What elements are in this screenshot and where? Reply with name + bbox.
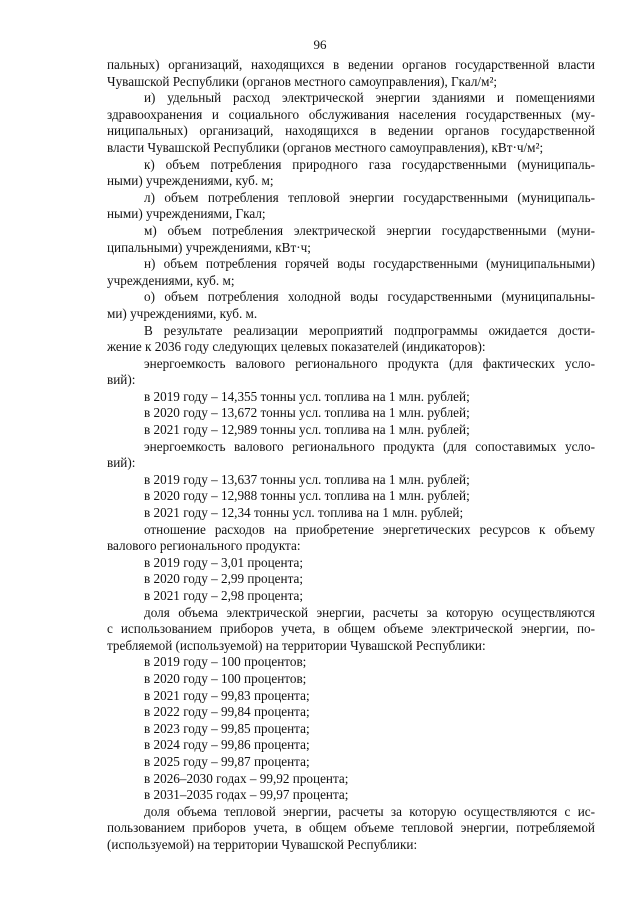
text-line: в 2020 году – 12,988 тонны усл. топлива на 1 млн. рублей; [144,488,470,504]
text-line: в 2021 году – 12,989 тонны усл. топлива на 1 млн. рублей; [144,422,470,438]
text-line: в 2025 году – 99,87 процента; [144,753,310,769]
text-line: в 2024 году – 99,86 процента; [144,737,310,753]
text-line: доля объема тепловой энергии, расчеты за которую осуществляются с ис- [144,803,595,819]
text-line: в 2019 году – 13,637 тонны усл. топлива на 1 млн. рублей; [144,471,470,487]
text-line: и) удельный расход электрической энергии зданиями и помещениями [144,90,595,106]
text-line: в 2020 году – 2,99 процента; [144,571,304,587]
text-line: требляемой (используемой) на территории Чувашской Республики: [107,637,486,653]
text-line: ными) учреждениями, Гкал; [107,206,266,222]
text-line: учреждениями, куб. м; [107,272,235,288]
text-line: о) объем потребления холодной воды государственными (муниципальны- [144,289,595,305]
text-line: м) объем потребления электрической энергии государственными (муни- [144,222,595,238]
text-line: в 2021 году – 99,83 процента; [144,687,310,703]
text-line: вий): [107,372,136,388]
text-line: жение к 2036 году следующих целевых показателей (индикаторов): [107,339,486,355]
text-line: в 2021 году – 12,34 тонны усл. топлива на 1 млн. рублей; [144,505,464,521]
text-line: доля объема электрической энергии, расчеты за которую осуществляются [144,604,595,620]
page-number: 96 [313,37,327,52]
text-line: пользованием приборов учета, в общем объеме тепловой энергии, потребляемой [107,820,595,836]
text-line: с использованием приборов учета, в общем объеме электрической энергии, по- [107,621,595,637]
text-line: ниципальных) организаций, находящихся в ведении органов государственной [107,123,595,139]
text-line: Чувашской Республики (органов местного самоуправления), Гкал/м²; [107,73,498,89]
text-line: в 2020 году – 13,672 тонны усл. топлива на 1 млн. рублей; [144,405,470,421]
text-line: в 2023 году – 99,85 процента; [144,720,310,736]
text-line: в 2020 году – 100 процентов; [144,670,307,686]
text-line: в 2026–2030 годах – 99,92 процента; [144,770,349,786]
text-line: власти Чувашской Республики (органов местного самоуправления), кВт·ч/м²; [107,139,544,155]
text-line: валового регионального продукта: [107,538,301,554]
text-line: В результате реализации мероприятий подпрограммы ожидается дости- [144,322,595,338]
text-line: в 2019 году – 100 процентов; [144,654,307,670]
body-text [107,57,595,854]
text-line: ципальными) учреждениями, кВт·ч; [107,239,311,255]
text-line: в 2021 году – 2,98 процента; [144,588,304,603]
text-line: в 2022 году – 99,84 процента; [144,704,310,720]
text-line: в 2031–2035 годах – 99,97 процента; [144,787,349,803]
text-line: н) объем потребления горячей воды государственными (муниципальными) [144,256,595,272]
text-line: к) объем потребления природного газа государственными (муниципаль- [144,156,595,172]
text-line: ными) учреждениями, куб. м; [107,173,274,189]
text-line: в 2019 году – 3,01 процента; [144,554,304,570]
text-line: пальных) организаций, находящихся в ведении органов государственной власти [107,57,595,72]
text-line: в 2019 году – 14,355 тонны усл. топлива на 1 млн. рублей; [144,388,470,404]
text-line: энергоемкость валового регионального продукта (для фактических усло- [144,355,595,371]
text-line: энергоемкость валового регионального продукта (для сопоставимых усло- [144,438,595,454]
text-line: здравоохранения и социального обслуживания населения государственных (му- [107,106,595,122]
text-line: вий): [107,455,136,471]
text-line: (используемой) на территории Чувашской Республики: [107,836,418,852]
text-line: ми) учреждениями, куб. м. [107,305,258,321]
text-line: отношение расходов на приобретение энергетических ресурсов к объему [144,521,595,537]
text-line: л) объем потребления тепловой энергии государственными (муниципаль- [144,189,595,205]
